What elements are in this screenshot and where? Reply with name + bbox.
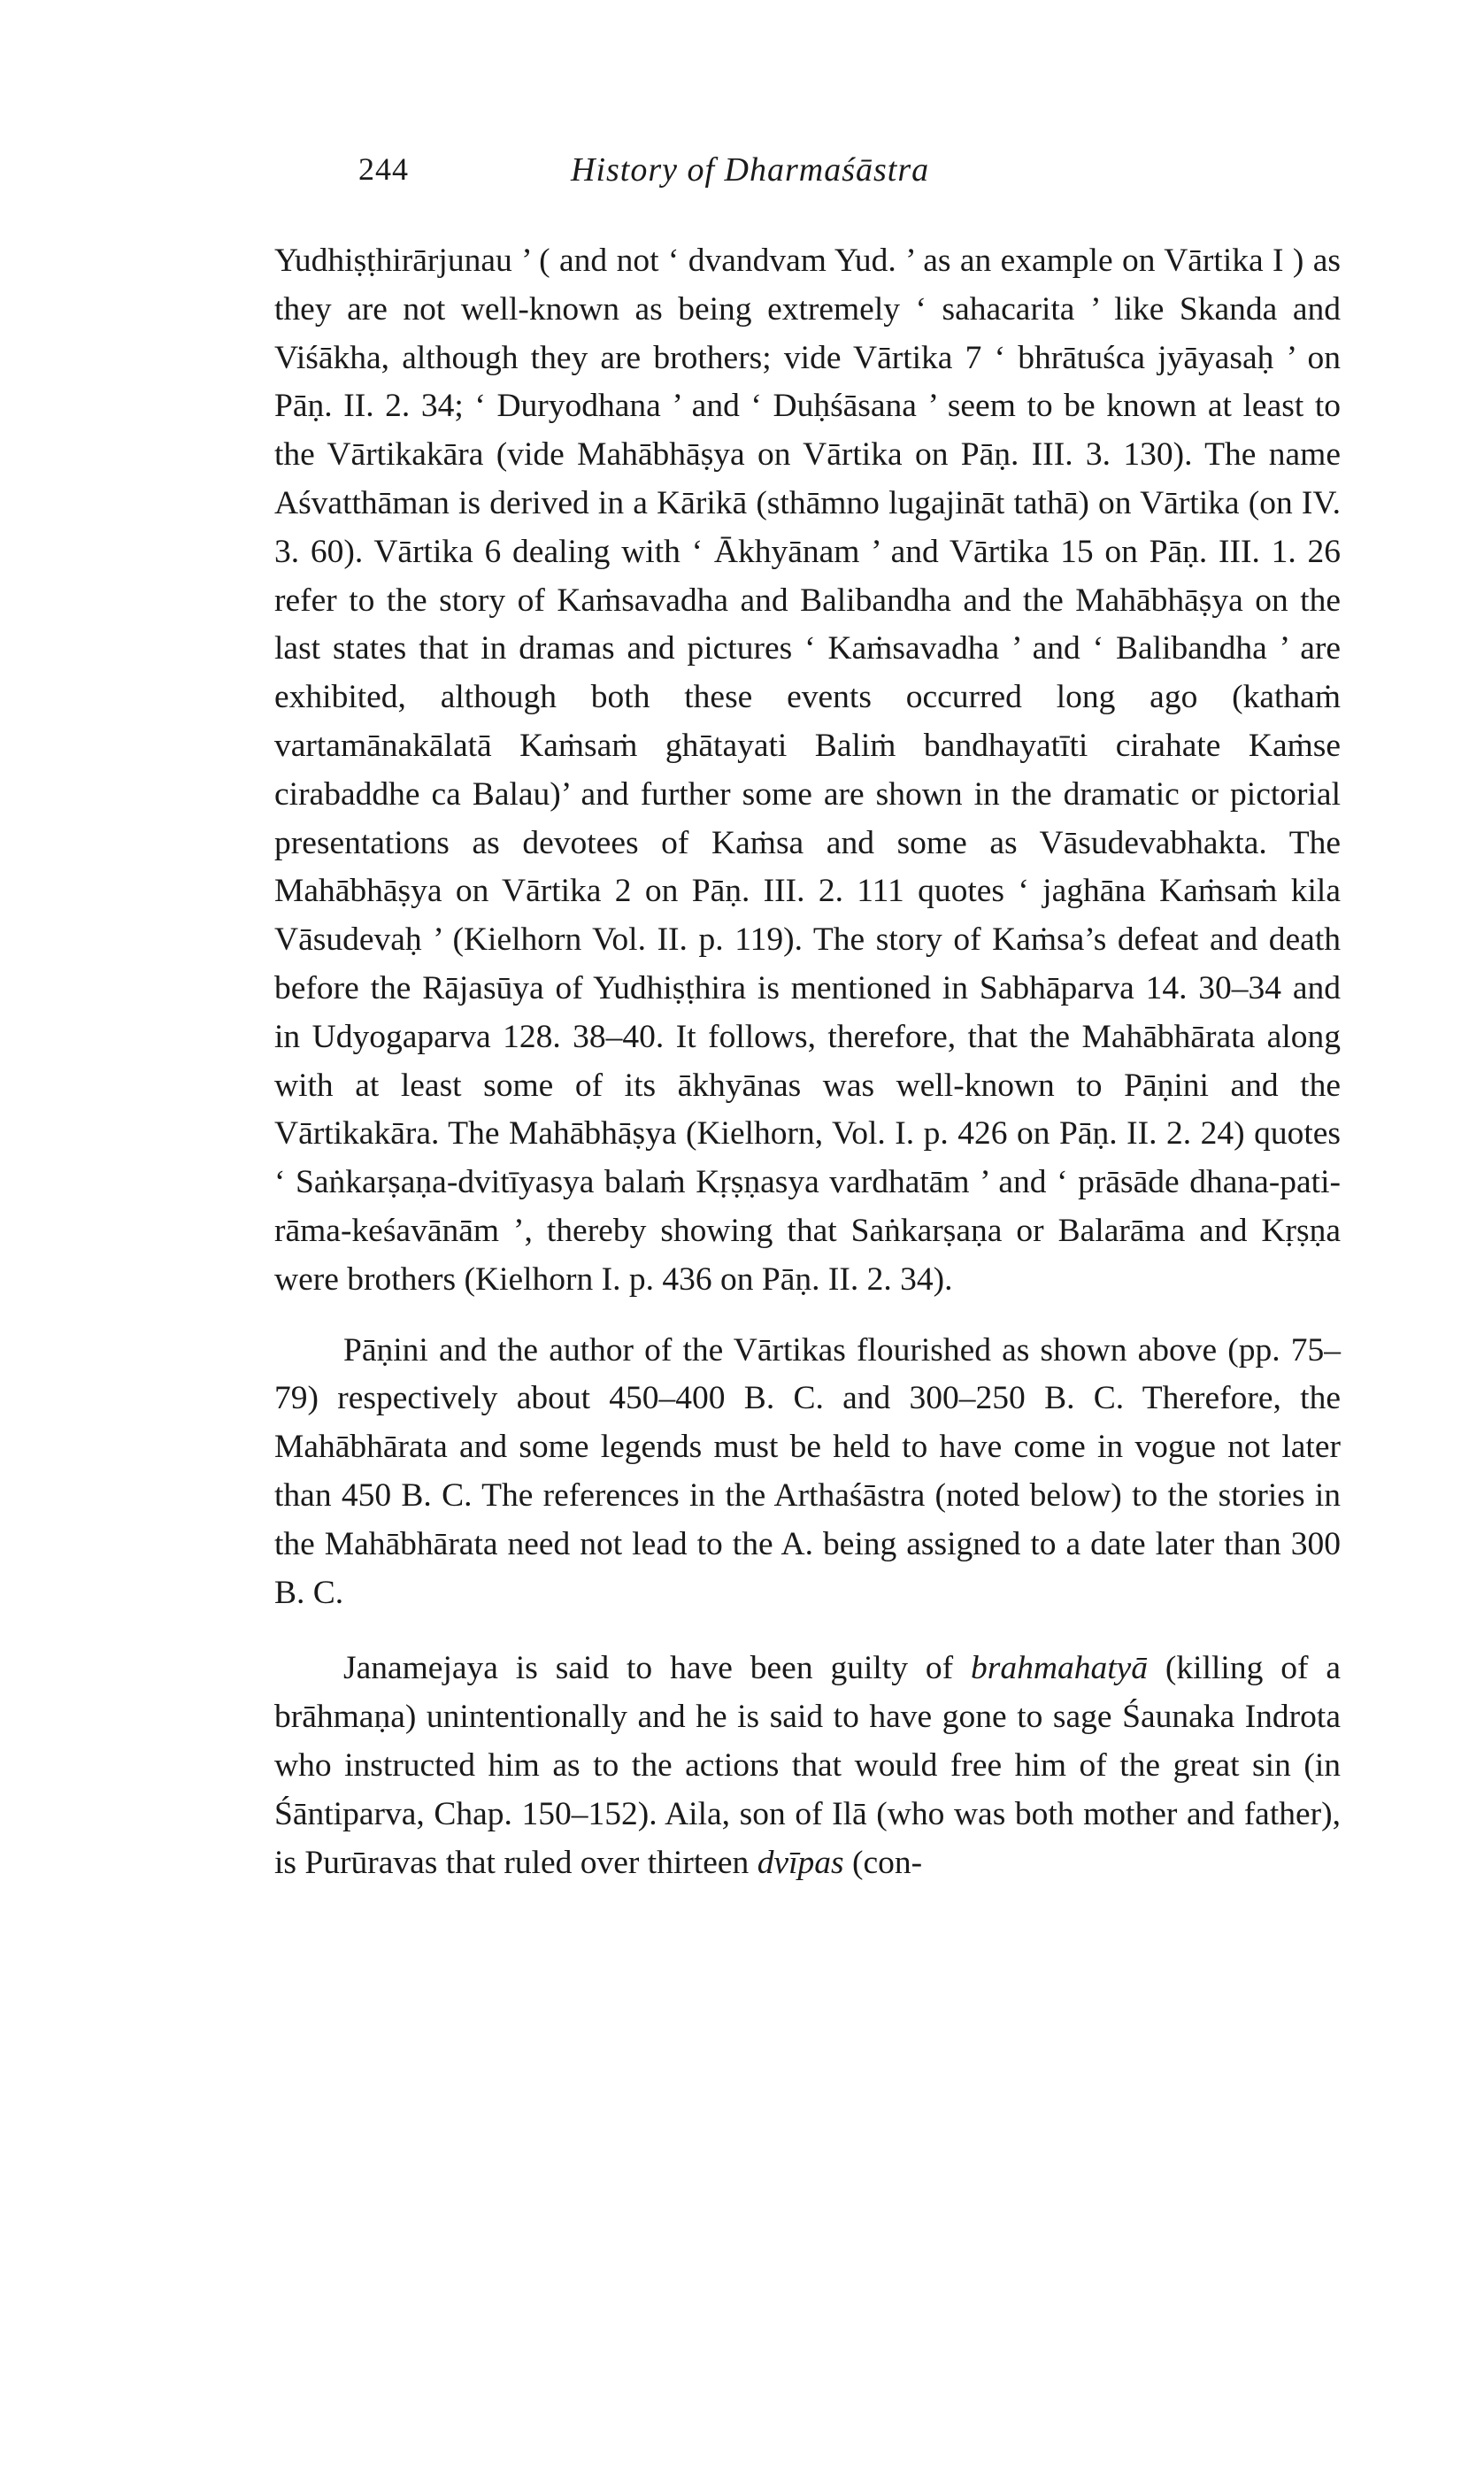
term-brahmahatya: brahmahatyā [971, 1650, 1149, 1687]
paragraph-3 [274, 1645, 1341, 1887]
running-title: History of Dharmaśāstra [571, 151, 930, 189]
paragraph-3-text-c: (killing of a brāhmaṇa) unintentionally and he is said to have gone to sage Śaunaka Indrota who instructed him as to the actions that would free him of the great sin (in Śāntiparva, Chap. 150–152). Aila, son of Ilā (who was both mother and father), is Purūravas that ruled over thirteen [274, 1650, 1342, 1881]
body-text [274, 237, 1341, 1887]
paragraph-3-text-e: (con- [843, 1844, 923, 1881]
paragraph-3-text-a: Janamejaya is said to have been guilty of [343, 1650, 972, 1687]
page-header [265, 150, 1398, 204]
paragraph-2: Pāṇini and the author of the Vārtikas flourished as shown above (pp. 75–79) respectively about 450–400 B. C. and 300–250 B. C. Therefore, the Mahābhārata and some legends must be held to have come in vogue not later than 450 B. C. The references in the Arthaśāstra (noted below) to the stories in the Mahābhārata need not lead to the A. being assigned to a date later than 300 B. C. [274, 1331, 1341, 1611]
term-dvipas: dvīpas [757, 1844, 844, 1881]
paragraph-1: Yudhiṣṭhirārjunau ’ ( and not ‘ dvandvam Yud. ’ as an example on Vārtika I ) as they are not well-known as being extremely ‘ sahacarita ’ like Skanda and Viśākha, although they are brothers; vide Vārtika 7 ‘ bhrātuśca jyāyasaḥ ’ on Pāṇ. II. 2. 34; ‘ Duryodhana ’ and ‘ Duḥśāsana ’ seem to be known at least to the Vārtikakāra (vide Mahābhāṣya on Vārtika on Pāṇ. III. 3. 130). The name Aśvatthāman is derived in a Kārikā (sthāmno lugajināt tathā) on Vārtika (on IV. 3. 60). Vārtika 6 dealing with ‘ Ākhyānam ’ and Vārtika 15 on Pāṇ. III. 1. 26 refer to the story of Kaṁsavadha and Balibandha and the Mahābhāṣya on the last states that in dramas and pictures ‘ Kaṁsavadha ’ and ‘ Balibandha ’ are exhibited, although both these events occurred long ago (kathaṁ vartamānakālatā Kaṁsaṁ ghātayati Baliṁ bandhayatīti cirahate Kaṁse cirabaddhe ca Balau)’ and further some are shown in the dramatic or pictorial presentations as devotees of Kaṁsa and some as Vāsudevabhakta. The Mahābhāṣya on Vārtika 2 on Pāṇ. III. 2. 111 quotes ‘ jaghāna Kaṁsaṁ kila Vāsudevaḥ ’ (Kielhorn Vol. II. p. 119). The story of Kaṁsa’s defeat and death before the Rājasūya of Yudhiṣṭhira is mentioned in Sabhāparva 14. 30–34 and in Udyogaparva 128. 38–40. It follows, therefore, that the Mahābhārata along with at least some of its ākhyānas was well-known to Pāṇini and the Vārtikakāra. The Mahābhāṣya (Kielhorn, Vol. I. p. 426 on Pāṇ. II. 2. 24) quotes ‘ Saṅkarṣaṇa-dvitīyasya balaṁ Kṛṣṇasya vardhatām ’ and ‘ prāsāde dhana-pati-rāma-keśavānām ’, thereby showing that Saṅkarṣaṇa or Balarāma and Kṛṣṇa were brothers (Kielhorn I. p. 436 on Pāṇ. II. 2. 34). [274, 243, 1341, 1298]
page-number: 244 [358, 151, 409, 187]
